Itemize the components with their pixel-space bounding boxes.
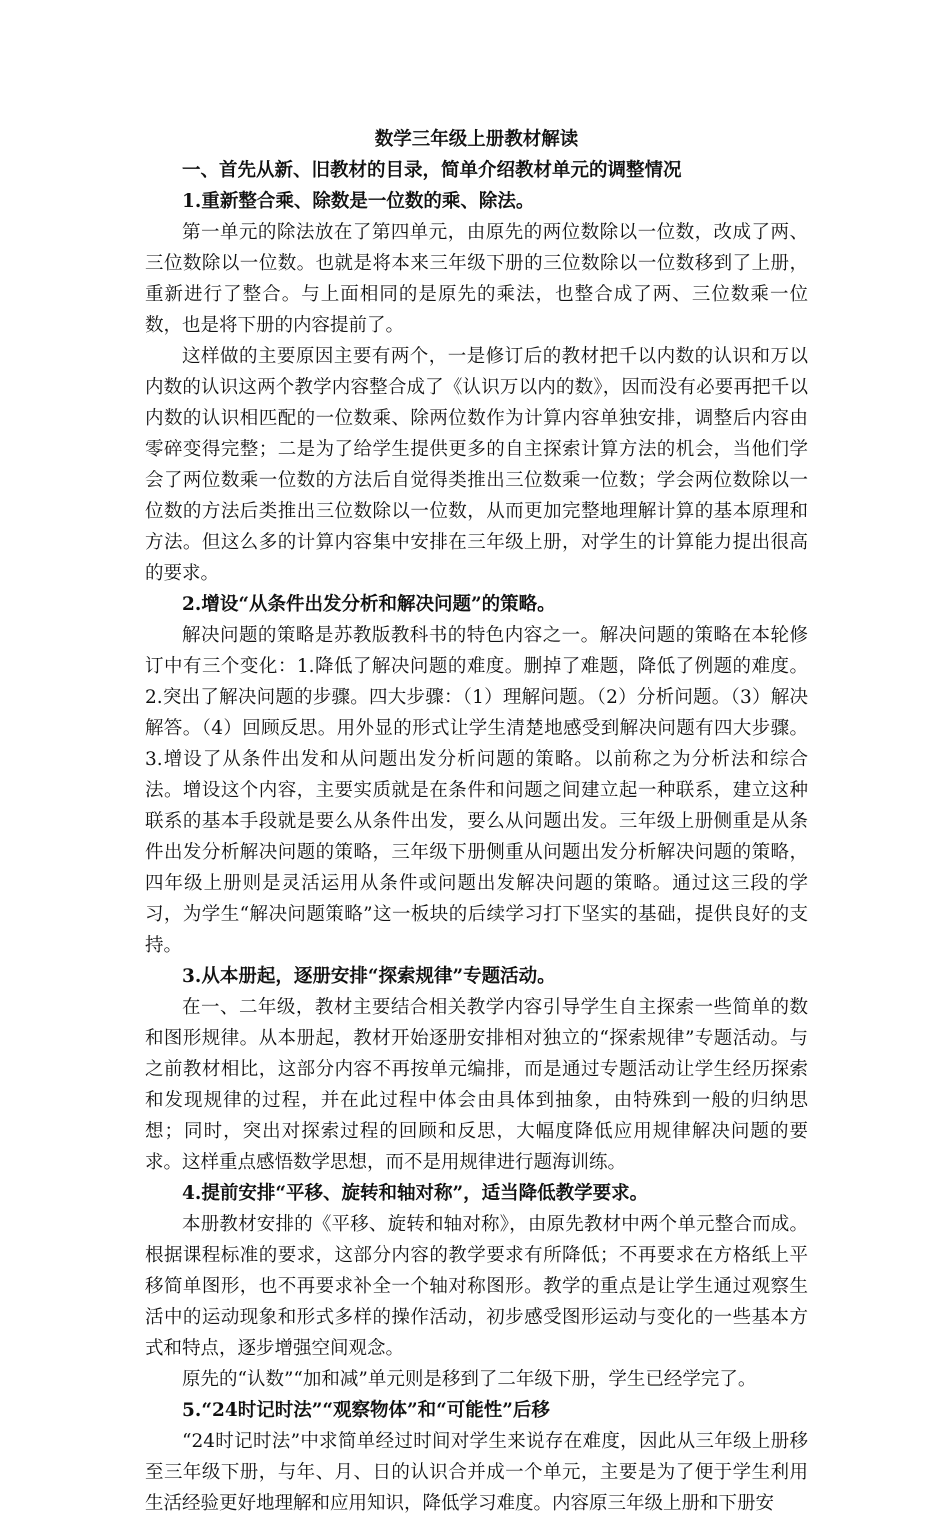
paragraph-4-2: 原先的“认数”“加和减”单元则是移到了二年级下册，学生已经学完了。 — [182, 1369, 757, 1390]
document-page — [145, 124, 808, 1519]
subsection-heading-4: 4.提前安排“平移、旋转和轴对称”，适当降低教学要求。 — [182, 1183, 649, 1204]
paragraph-1-2: 这样做的主要原因主要有两个，一是修订后的教材把千以内数的认识和万以内数的认识这两个教学内容整合成了《认识万以内的数》，因而没有必要再把千以内数的认识相匹配的一位数乘、除两位数作为计算内容单独安排，调整后内容由零碎变得完整；二是为了给学生提供更多的自主探索计算方法的机会，当他们学会了两位数乘一位数的方法后自觉得类推出三位数乘一位数；学会两位数除以一位数的方法后类推出三位数除以一位数，从而更加完整地理解计算的基本原理和方法。但这么多的计算内容集中安排在三年级上册，对学生的计算能力提出很高的要求。 — [145, 346, 808, 584]
paragraph-5-1: “24时记时法”中求简单经过时间对学生来说存在难度，因此从三年级上册移至三年级下册，与年、月、日的认识合并成一个单元，主要是为了便于学生利用生活经验更好地理解和应用知识，降低学习难度。内容原三年级上册和下册安 — [145, 1431, 808, 1514]
subsection-heading-2: 2.增设“从条件出发分析和解决问题”的策略。 — [182, 594, 556, 615]
document-title: 数学三年级上册教材解读 — [374, 129, 579, 150]
subsection-heading-1: 1.重新整合乘、除数是一位数的乘、除法。 — [182, 191, 535, 212]
paragraph-2-1: 解决问题的策略是苏教版教科书的特色内容之一。解决问题的策略在本轮修订中有三个变化：1.降低了解决问题的难度。删掉了难题，降低了例题的难度。2.突出了解决问题的步骤。四大步骤：（1）理解问题。（2）分析问题。（3）解决解答。（4）回顾反思。用外显的形式让学生清楚地感受到解决问题有四大步骤。3.增设了从条件出发和从问题出发分析问题的策略。以前称之为分析法和综合法。增设这个内容，主要实质就是在条件和问题之间建立起一种联系，建立这种联系的基本手段就是要么从条件出发，要么从问题出发。三年级上册侧重是从条件出发分析解决问题的策略，三年级下册侧重从问题出发分析解决问题的策略，四年级上册则是灵活运用从条件或问题出发解决问题的策略。通过这三段的学习，为学生“解决问题策略”这一板块的后续学习打下坚实的基础，提供良好的支持。 — [145, 625, 808, 956]
paragraph-3-1: 在一、二年级，教材主要结合相关教学内容引导学生自主探索一些简单的数和图形规律。从本册起，教材开始逐册安排相对独立的“探索规律”专题活动。与之前教材相比，这部分内容不再按单元编排，而是通过专题活动让学生经历探索和发现规律的过程，并在此过程中体会由具体到抽象，由特殊到一般的归纳思想；同时，突出对探索过程的回顾和反思，大幅度降低应用规律解决问题的要求。这样重点感悟数学思想，而不是用规律进行题海训练。 — [145, 997, 808, 1173]
subsection-heading-5: 5.“24时记时法”“观察物体”和“可能性”后移 — [182, 1400, 550, 1421]
paragraph-1-1: 第一单元的除法放在了第四单元，由原先的两位数除以一位数，改成了两、三位数除以一位数。也就是将本来三年级下册的三位数除以一位数移到了上册，重新进行了整合。与上面相同的是原先的乘法，也整合成了两、三位数乘一位数，也是将下册的内容提前了。 — [145, 222, 808, 336]
section-heading-1: 一、首先从新、旧教材的目录，简单介绍教材单元的调整情况 — [182, 160, 682, 181]
paragraph-4-1: 本册教材安排的《平移、旋转和轴对称》，由原先教材中两个单元整合而成。根据课程标准的要求，这部分内容的教学要求有所降低；不再要求在方格纸上平移简单图形，也不再要求补全一个轴对称图形。教学的重点是让学生通过观察生活中的运动现象和形式多样的操作活动，初步感受图形运动与变化的一些基本方式和特点，逐步增强空间观念。 — [145, 1214, 808, 1359]
subsection-heading-3: 3.从本册起，逐册安排“探索规律”专题活动。 — [182, 966, 556, 987]
